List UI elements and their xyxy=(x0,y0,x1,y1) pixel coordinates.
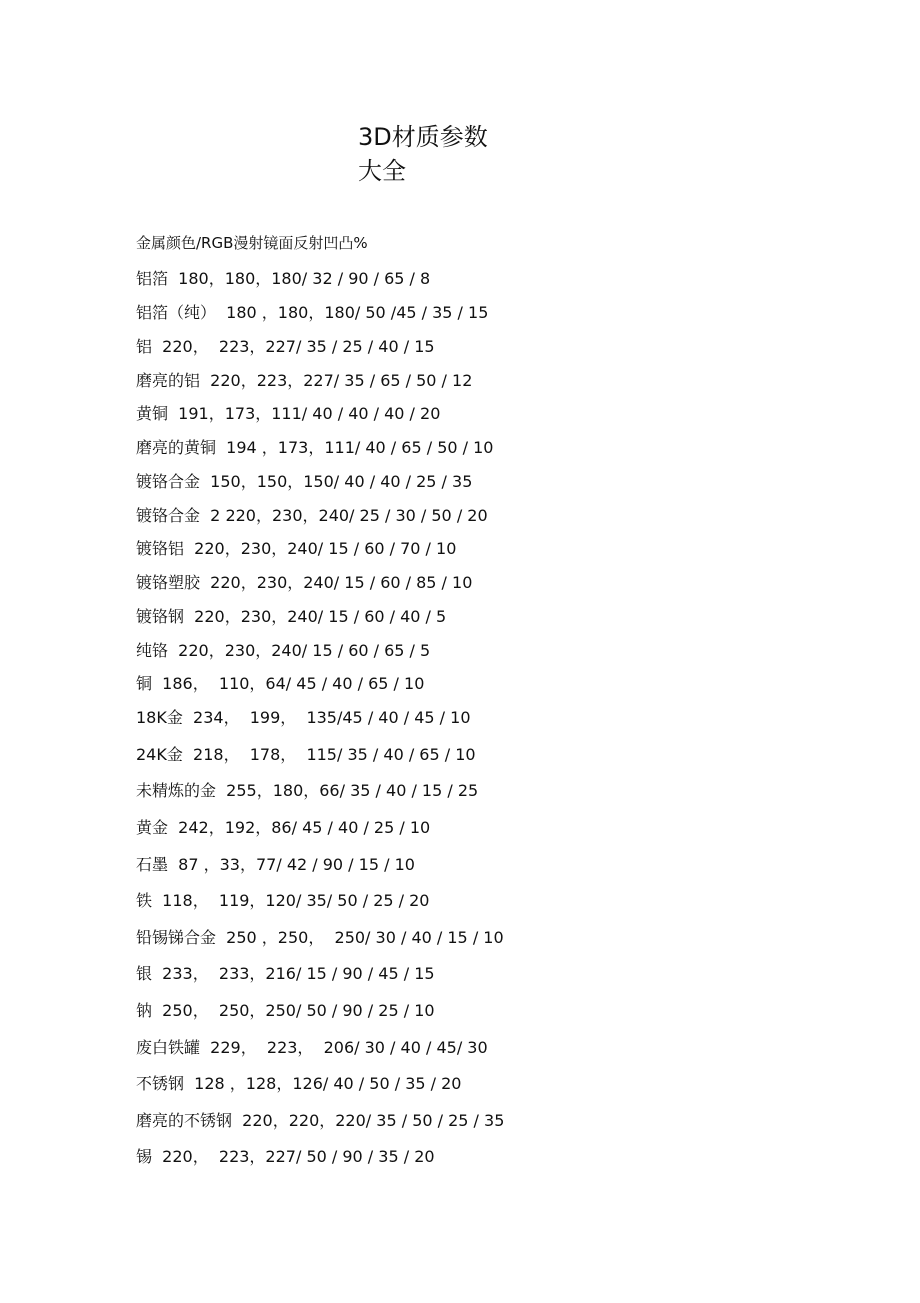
list-item: 石墨 87 ，33，77/ 42 / 90 / 15 / 10 xyxy=(136,855,415,874)
page-title-line-2: 大全 xyxy=(358,157,406,185)
list-item: 废白铁罐 229， 223， 206/ 30 / 40 / 45/ 30 xyxy=(136,1038,488,1057)
list-item: 黄金 242，192，86/ 45 / 40 / 25 / 10 xyxy=(136,818,431,837)
list-item: 铝 220， 223，227/ 35 / 25 / 40 / 15 xyxy=(136,337,435,356)
list-item: 黄铜 191，173，111/ 40 / 40 / 40 / 20 xyxy=(136,404,441,423)
list-item: 镀铬铝 220，230，240/ 15 / 60 / 70 / 10 xyxy=(136,539,457,558)
list-item: 磨亮的黄铜 194 ，173，111/ 40 / 65 / 50 / 10 xyxy=(136,438,494,457)
list-item: 未精炼的金 255，180，66/ 35 / 40 / 15 / 25 xyxy=(136,781,479,800)
list-item: 磨亮的铝 220，223，227/ 35 / 65 / 50 / 12 xyxy=(136,371,473,390)
list-item: 纯铬 220，230，240/ 15 / 60 / 65 / 5 xyxy=(136,641,431,660)
list-item: 镀铬合金 150，150，150/ 40 / 40 / 25 / 35 xyxy=(136,472,473,491)
list-item: 锡 220， 223，227/ 50 / 90 / 35 / 20 xyxy=(136,1147,435,1166)
list-item: 铝箔（纯） 180 ，180，180/ 50 /45 / 35 / 15 xyxy=(136,303,489,322)
page-title xyxy=(358,120,488,188)
list-item: 磨亮的不锈钢 220，220，220/ 35 / 50 / 25 / 35 xyxy=(136,1111,505,1130)
list-item: 镀铬塑胶 220，230，240/ 15 / 60 / 85 / 10 xyxy=(136,573,473,592)
list-item: 铝箔 180，180，180/ 32 / 90 / 65 / 8 xyxy=(136,269,431,288)
list-item: 铁 118， 119，120/ 35/ 50 / 25 / 20 xyxy=(136,891,430,910)
list-item: 镀铬合金 2 220，230，240/ 25 / 30 / 50 / 20 xyxy=(136,506,488,525)
list-item: 银 233， 233，216/ 15 / 90 / 45 / 15 xyxy=(136,964,435,983)
list-item: 铜 186， 110，64/ 45 / 40 / 65 / 10 xyxy=(136,674,425,693)
list-item: 不锈钢 128 ，128，126/ 40 / 50 / 35 / 20 xyxy=(136,1074,462,1093)
list-item: 钠 250， 250，250/ 50 / 90 / 25 / 10 xyxy=(136,1001,435,1020)
page-title-line-1: 3D材质参数 xyxy=(358,123,488,151)
list-item: 24K金 218， 178， 115/ 35 / 40 / 65 / 10 xyxy=(136,745,476,764)
list-item: 铅锡锑合金 250 ，250， 250/ 30 / 40 / 15 / 10 xyxy=(136,928,504,947)
list-item: 镀铬钢 220，230，240/ 15 / 60 / 40 / 5 xyxy=(136,607,447,626)
list-item: 18K金 234， 199， 135/45 / 40 / 45 / 10 xyxy=(136,708,471,727)
column-header: 金属颜色/RGB漫射镜面反射凹凸% xyxy=(136,234,368,252)
